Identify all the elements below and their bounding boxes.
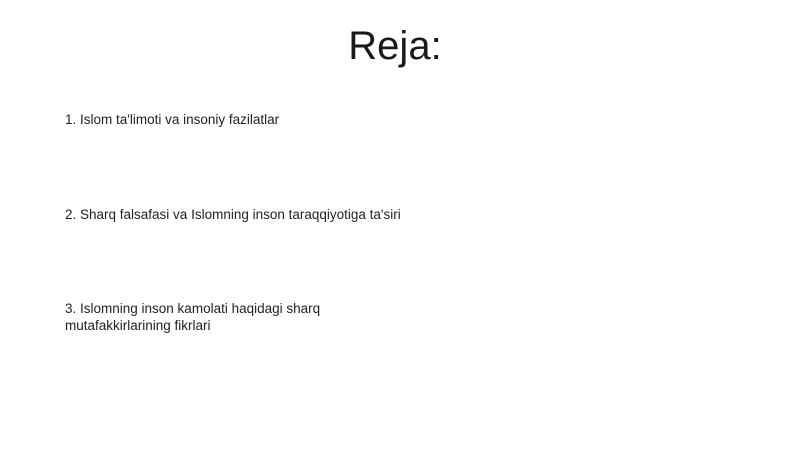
plan-item-2: 2. Sharq falsafasi va Islomning inson taraqqiyotiga ta'siri (65, 207, 401, 222)
slide-title: Reja: (348, 24, 442, 68)
plan-item-3: 3. Islomning inson kamolati haqidagi sharq mutafakkirlarining fikrlari (65, 301, 321, 333)
plan-item-1: 1. Islom ta'limoti va insoniy fazilatlar (65, 112, 280, 127)
